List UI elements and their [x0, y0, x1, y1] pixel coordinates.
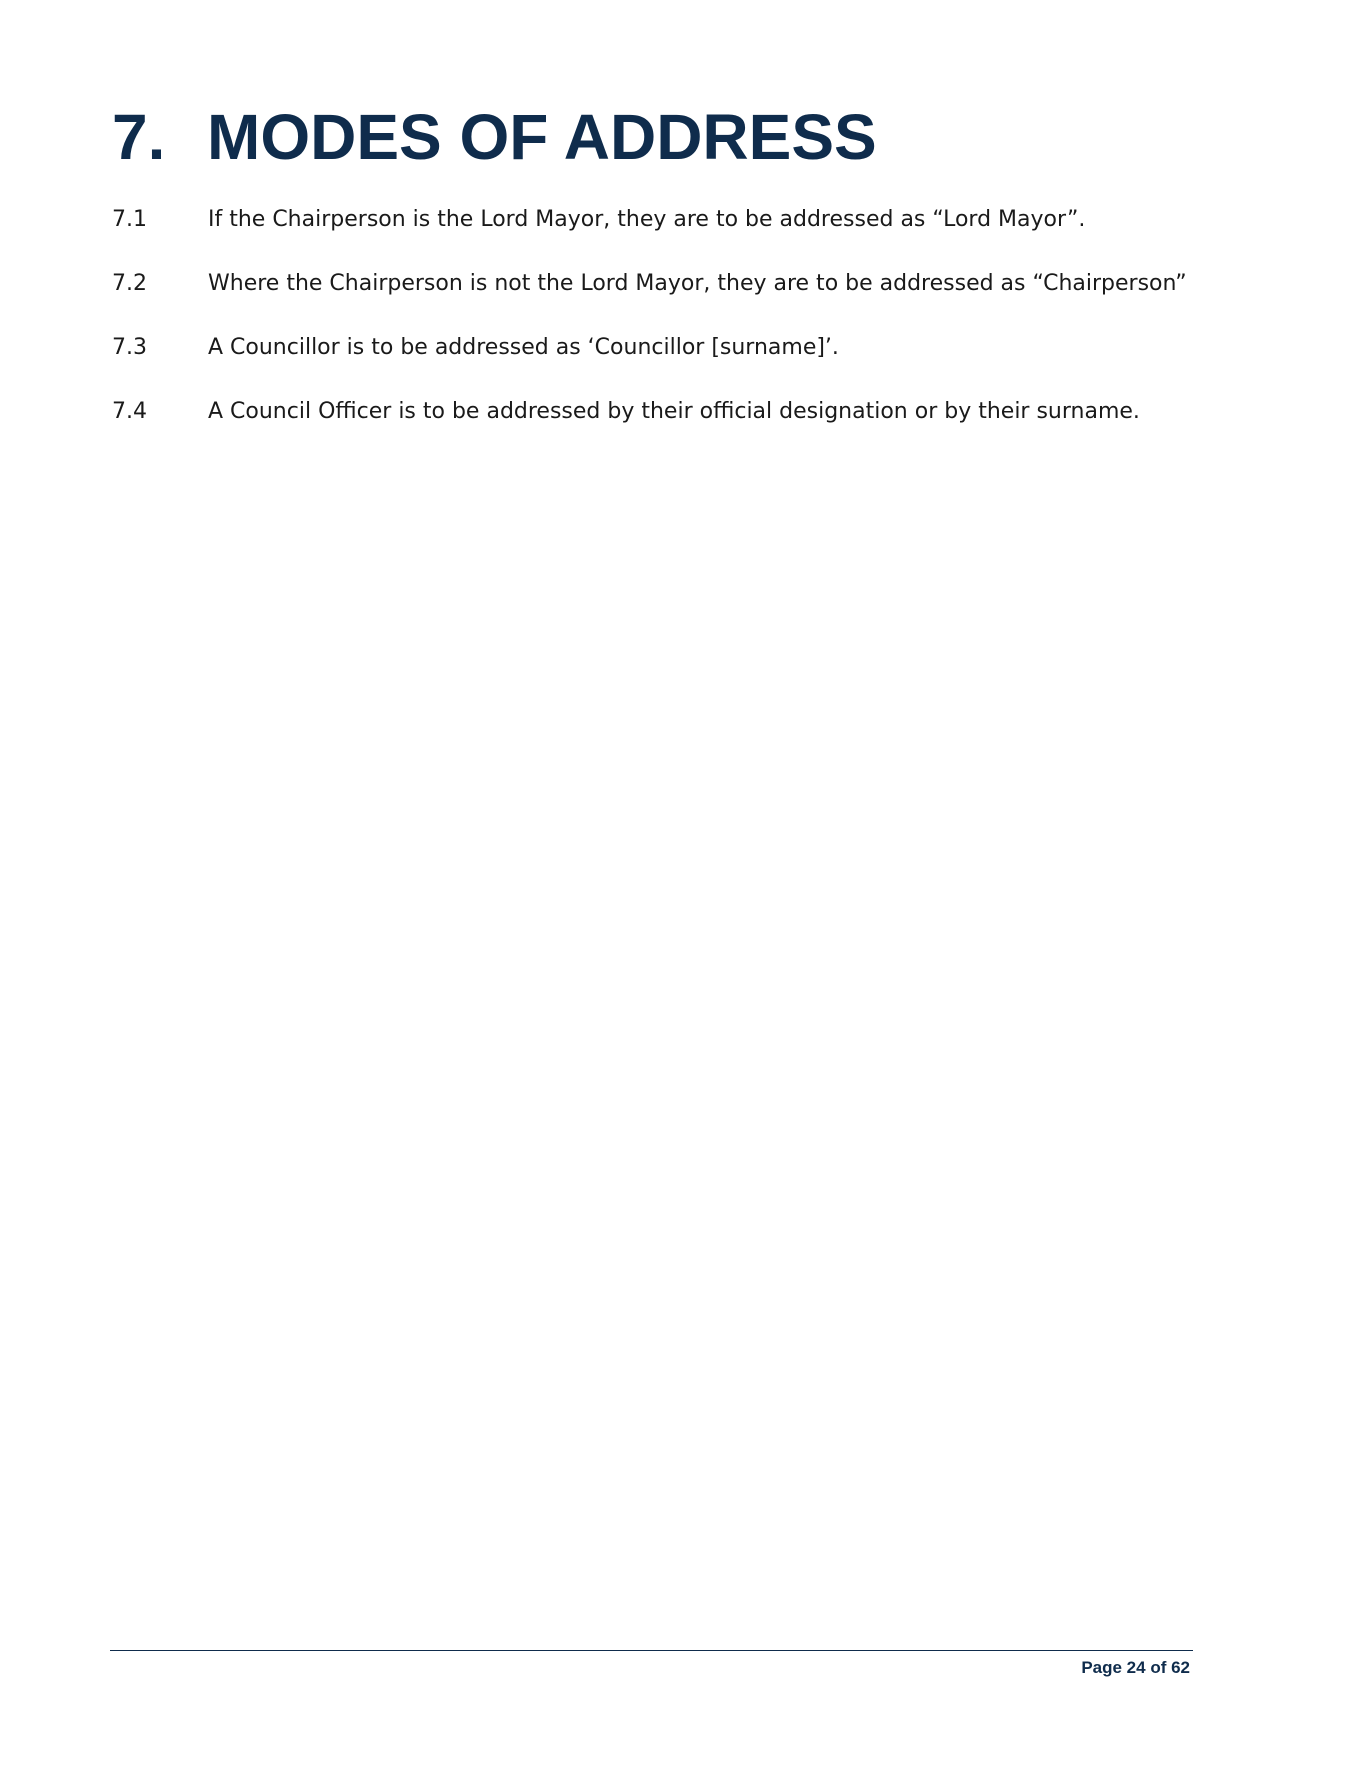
section-title: MODES OF ADDRESS: [207, 101, 877, 173]
section-heading: [112, 100, 877, 174]
section-number: 7.: [112, 101, 166, 173]
clause-number: 7.1: [112, 207, 147, 232]
clause-7-1: [112, 205, 1262, 235]
clause-text: If the Chairperson is the Lord Mayor, they are to be addressed as “Lord Mayor”.: [208, 207, 1086, 232]
clause-text: Where the Chairperson is not the Lord Mayor, they are to be addressed as “Chairperson”: [208, 271, 1187, 296]
clause-number: 7.4: [112, 399, 147, 424]
clause-text: A Councillor is to be addressed as ‘Councillor [surname]’.: [208, 335, 839, 360]
page-number: Page 24 of 62: [1081, 1658, 1190, 1677]
clause-number: 7.3: [112, 335, 147, 360]
clause-7-3: [112, 333, 1262, 363]
clause-number: 7.2: [112, 271, 147, 296]
clause-text: A Council Officer is to be addressed by their official designation or by their surname.: [208, 399, 1140, 424]
clause-7-2: [112, 269, 1262, 299]
clause-7-4: [112, 397, 1262, 427]
footer-divider: [110, 1650, 1193, 1651]
